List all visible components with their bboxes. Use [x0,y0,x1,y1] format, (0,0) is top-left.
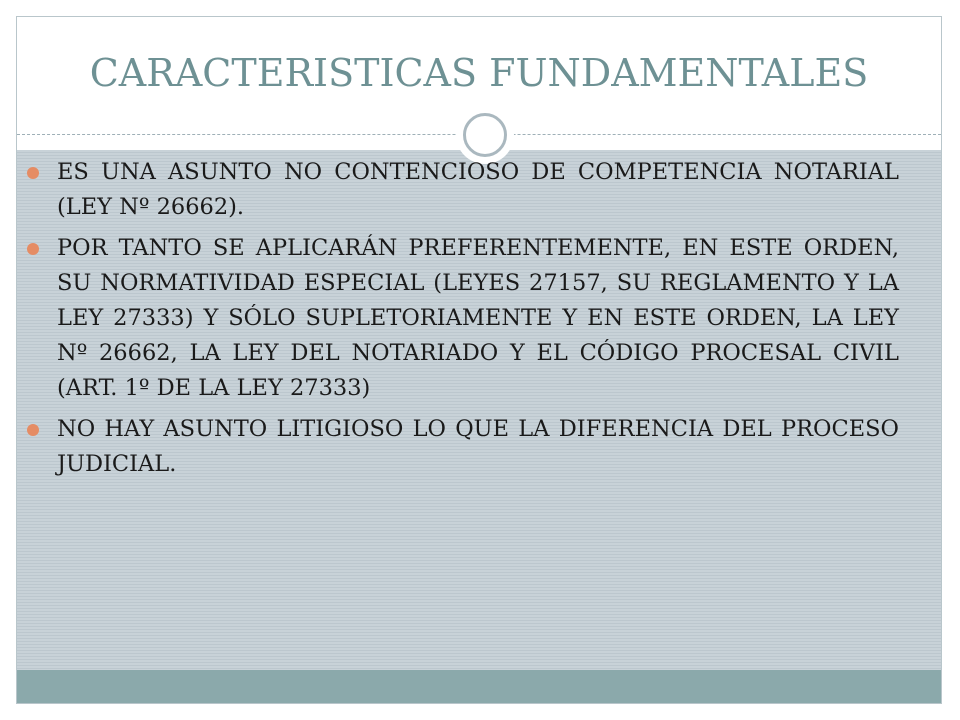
bullet-dot-icon [27,424,39,436]
bullet-text-2: POR TANTO SE APLICARÁN PREFERENTEMENTE, EN ESTE ORDEN, SU NORMATIVIDAD ESPECIAL (LEYES 27157, SU REGLAMENTO Y LA LEY 27333) Y SÓLO SUPLETORIAMENTE Y EN ESTE ORDEN, LA LEY Nº 26662, LA LEY DEL NOTARIADO Y EL CÓDIGO PROCESAL CIVIL (ART. 1º DE LA LEY 27333) [57,235,899,401]
bullet-text-3: NO HAY ASUNTO LITIGIOSO LO QUE LA DIFERENCIA DEL PROCESO JUDICIAL. [57,416,899,477]
footer-bar [17,670,941,703]
bullet-item-2 [57,231,899,406]
bullet-text-1: ES UNA ASUNTO NO CONTENCIOSO DE COMPETENCIA NOTARIAL (LEY Nº 26662). [57,159,899,220]
bullet-item-3 [57,412,899,482]
bullet-dot-icon [27,167,39,179]
slide-title: CARACTERISTICAS FUNDAMENTALES [89,51,869,95]
bullet-dot-icon [27,243,39,255]
ring-inner [463,113,507,157]
bullet-item-1 [57,155,899,225]
bullet-list [57,155,899,488]
